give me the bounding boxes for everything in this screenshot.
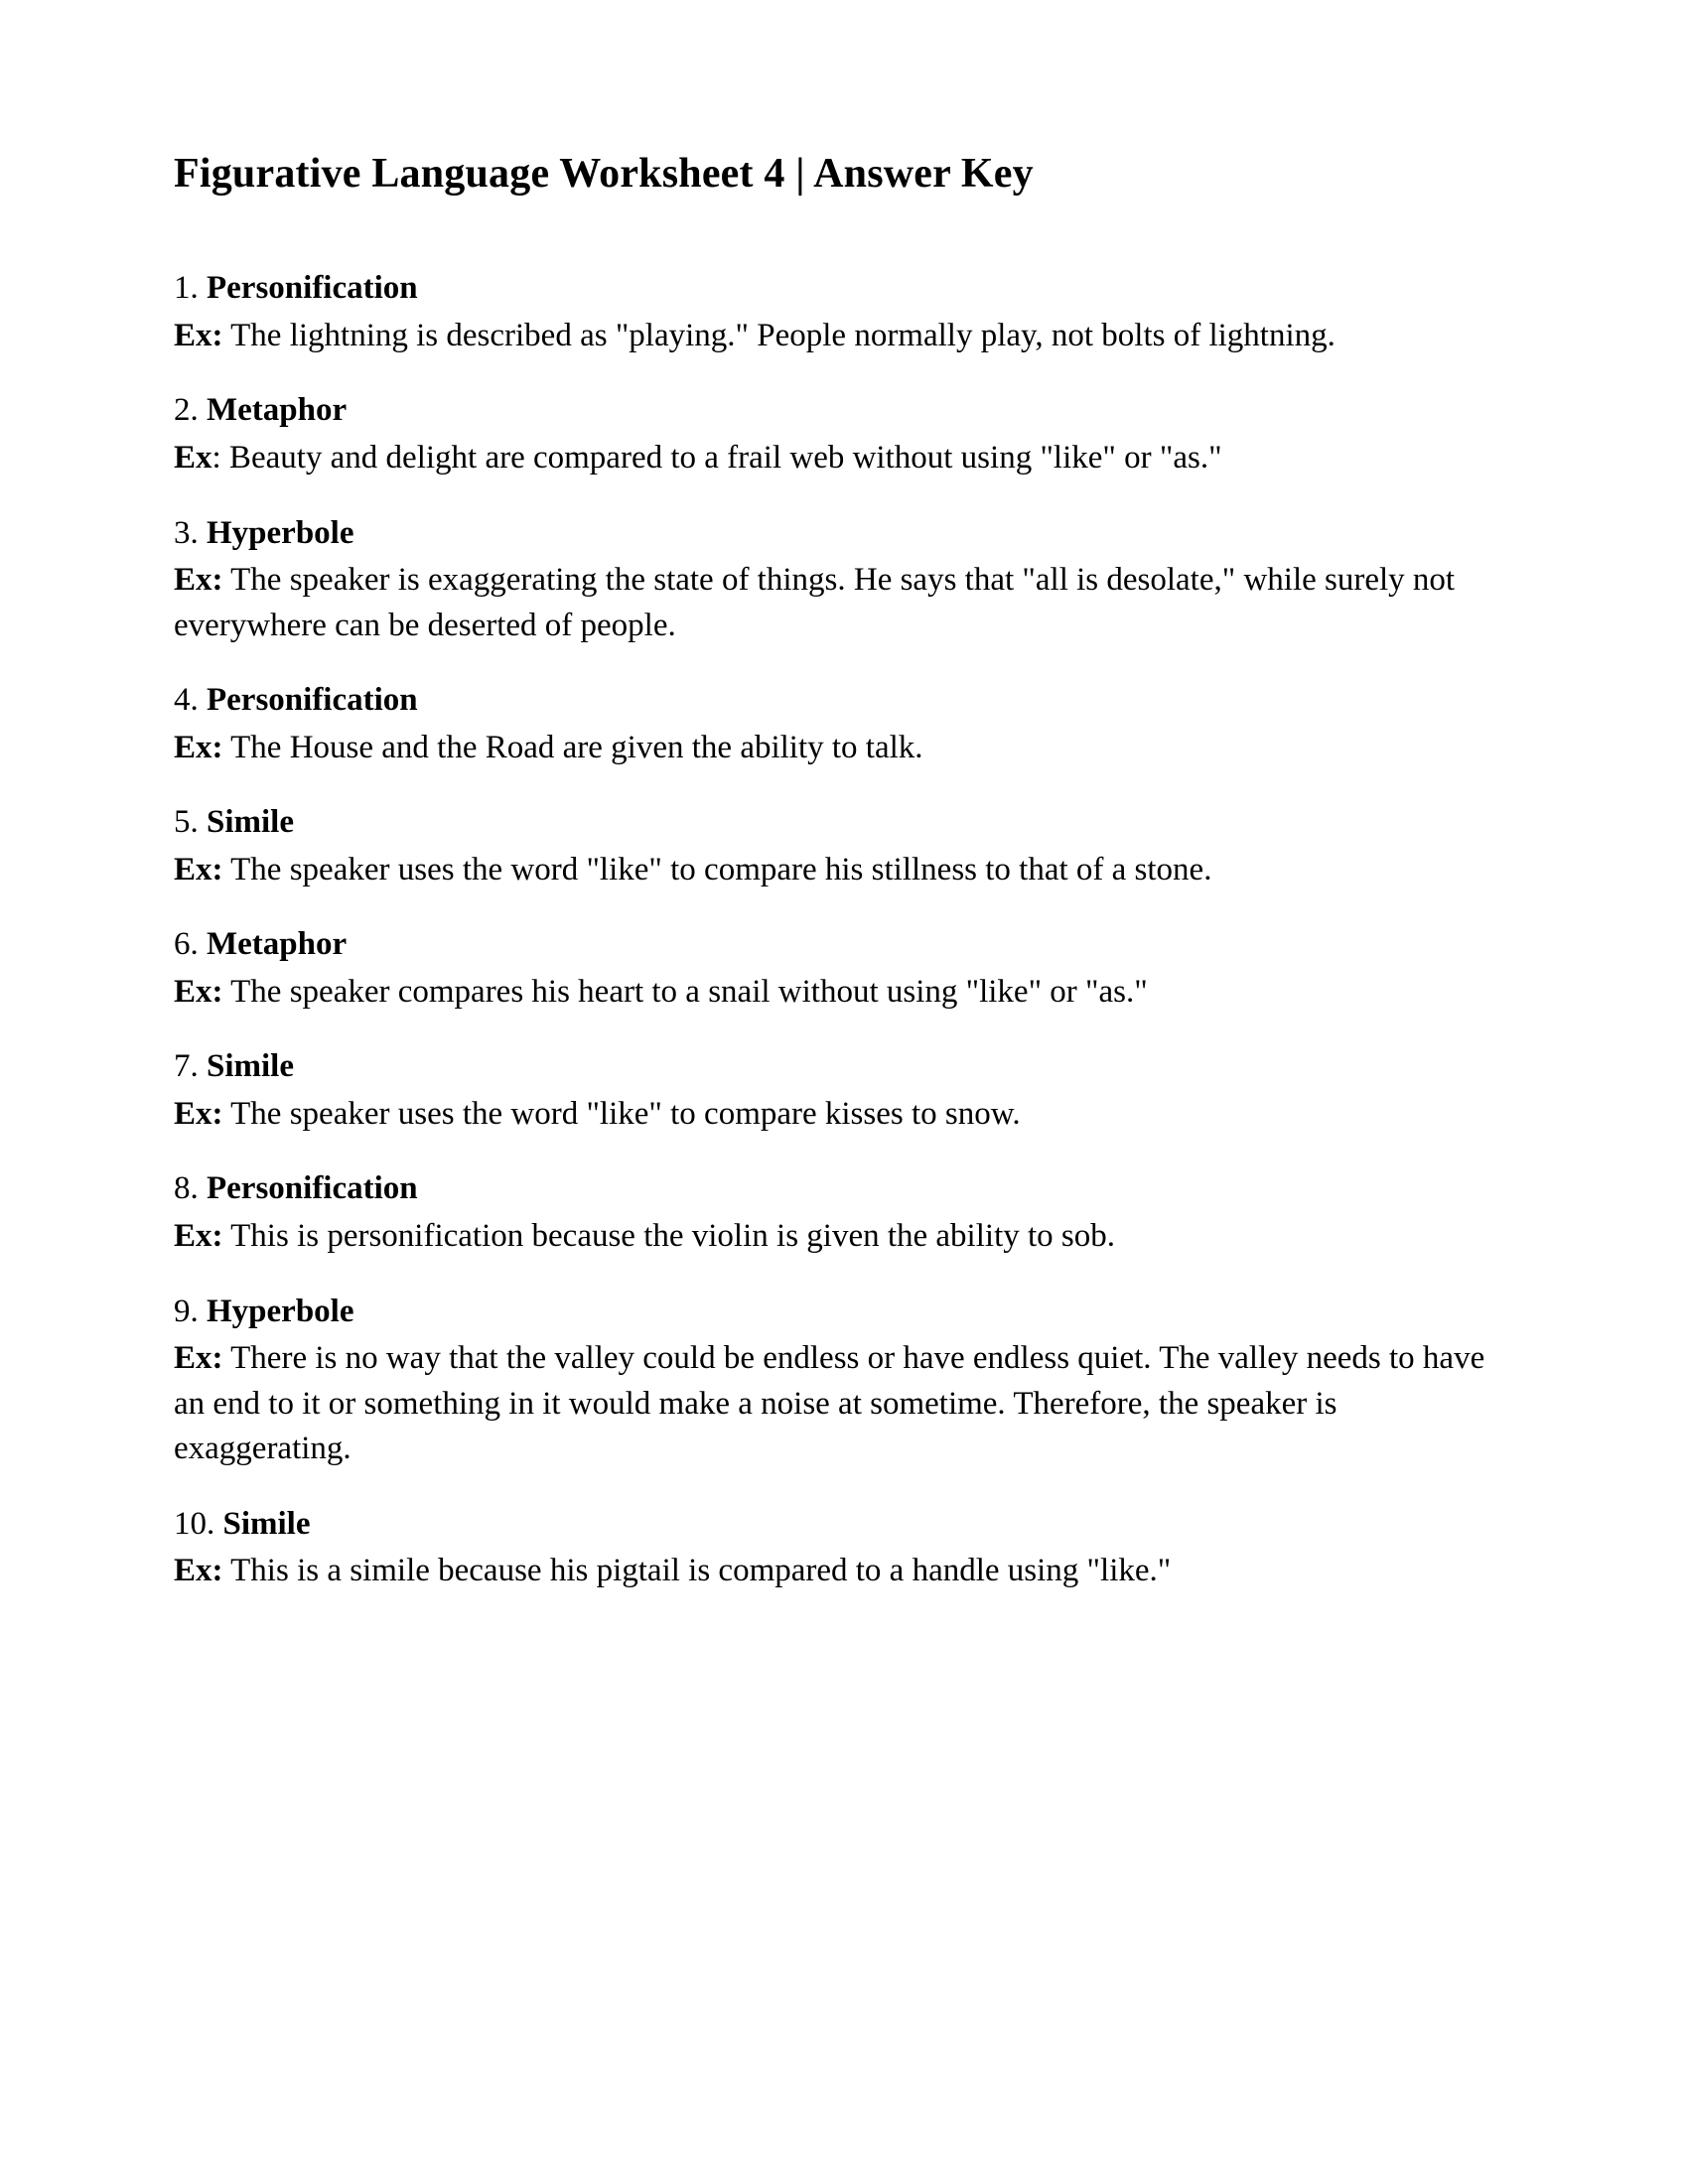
answer-label: Hyperbole [207,1293,354,1329]
answer-item [174,1166,1514,1259]
ex-tag: Ex: [174,973,223,1010]
answer-heading [174,388,1514,433]
ex-tag: Ex: [174,1340,223,1377]
ex-tag: Ex: [174,851,223,887]
answer-item [174,922,1514,1015]
answer-label: Personification [207,270,418,307]
answer-explanation [174,726,1494,771]
answer-explanation-text: This is personification because the violin is given the ability to sob. [222,1218,1115,1255]
answer-list [174,266,1514,1593]
answer-explanation [174,1092,1494,1138]
answer-explanation-text: : Beauty and delight are compared to a frail web without using "like" or "as." [211,440,1222,477]
answer-label: Hyperbole [207,514,354,551]
answer-explanation-text: The speaker uses the word "like" to compare kisses to snow. [222,1095,1021,1132]
answer-explanation [174,970,1494,1016]
answer-number: 8. [174,1170,199,1207]
answer-number: 3. [174,514,199,551]
answer-label: Simile [207,1048,294,1085]
answer-number: 4. [174,682,199,719]
page-title: Figurative Language Worksheet 4 | Answer Key [174,151,1034,197]
ex-tag: Ex: [174,317,223,353]
answer-heading [174,511,1514,556]
answer-explanation [174,558,1494,648]
answer-explanation [174,1549,1494,1594]
answer-item [174,1502,1514,1594]
answer-label: Personification [207,682,418,719]
ex-tag: Ex: [174,1218,223,1255]
answer-heading [174,678,1514,723]
answer-heading [174,266,1514,311]
answer-heading [174,1290,1514,1334]
answer-explanation [174,436,1494,481]
answer-heading [174,1166,1514,1211]
answer-number: 2. [174,392,199,429]
answer-explanation [174,848,1494,893]
answer-number: 5. [174,804,199,841]
answer-number: 1. [174,270,199,307]
answer-explanation [174,1336,1494,1472]
answer-explanation-text: The speaker compares his heart to a snail without using "like" or "as." [222,973,1148,1010]
answer-label: Metaphor [207,926,348,963]
answer-explanation-text: The lightning is described as "playing." People normally play, not bolts of lightning. [222,317,1336,353]
answer-number: 6. [174,926,199,963]
answer-item [174,1290,1514,1472]
answer-explanation-text: The speaker is exaggerating the state of things. He says that "all is desolate," while surely not everywhere can be deserted of people. [174,562,1456,643]
ex-tag: Ex: [174,1553,223,1589]
answer-explanation-text: This is a simile because his pigtail is compared to a handle using "like." [222,1553,1172,1589]
answer-item [174,678,1514,770]
answer-explanation [174,314,1494,359]
ex-tag: Ex: [174,1095,223,1132]
ex-tag: Ex: [174,729,223,765]
answer-heading [174,1044,1514,1089]
answer-label: Personification [207,1170,418,1207]
answer-number: 9. [174,1293,199,1329]
answer-heading [174,922,1514,967]
answer-explanation-text: There is no way that the valley could be endless or have endless quiet. The valley needs to have an end to it or something in it would make a noise at sometime. Therefore, the speaker is exaggerating. [174,1340,1485,1467]
answer-item [174,388,1514,480]
answer-label: Simile [222,1505,311,1542]
answer-label: Simile [207,804,294,841]
answer-item [174,800,1514,892]
ex-tag: Ex: [174,562,223,599]
answer-heading [174,800,1514,845]
answer-item [174,1044,1514,1137]
answer-heading [174,1502,1514,1547]
answer-item [174,266,1514,358]
answer-label: Metaphor [207,392,348,429]
answer-explanation-text: The House and the Road are given the ability to talk. [222,729,923,765]
answer-explanation [174,1214,1494,1260]
answer-explanation-text: The speaker uses the word "like" to compare his stillness to that of a stone. [222,851,1212,887]
answer-number: 7. [174,1048,199,1085]
ex-tag: Ex [174,440,212,477]
answer-number: 10. [174,1505,215,1542]
answer-item [174,511,1514,649]
